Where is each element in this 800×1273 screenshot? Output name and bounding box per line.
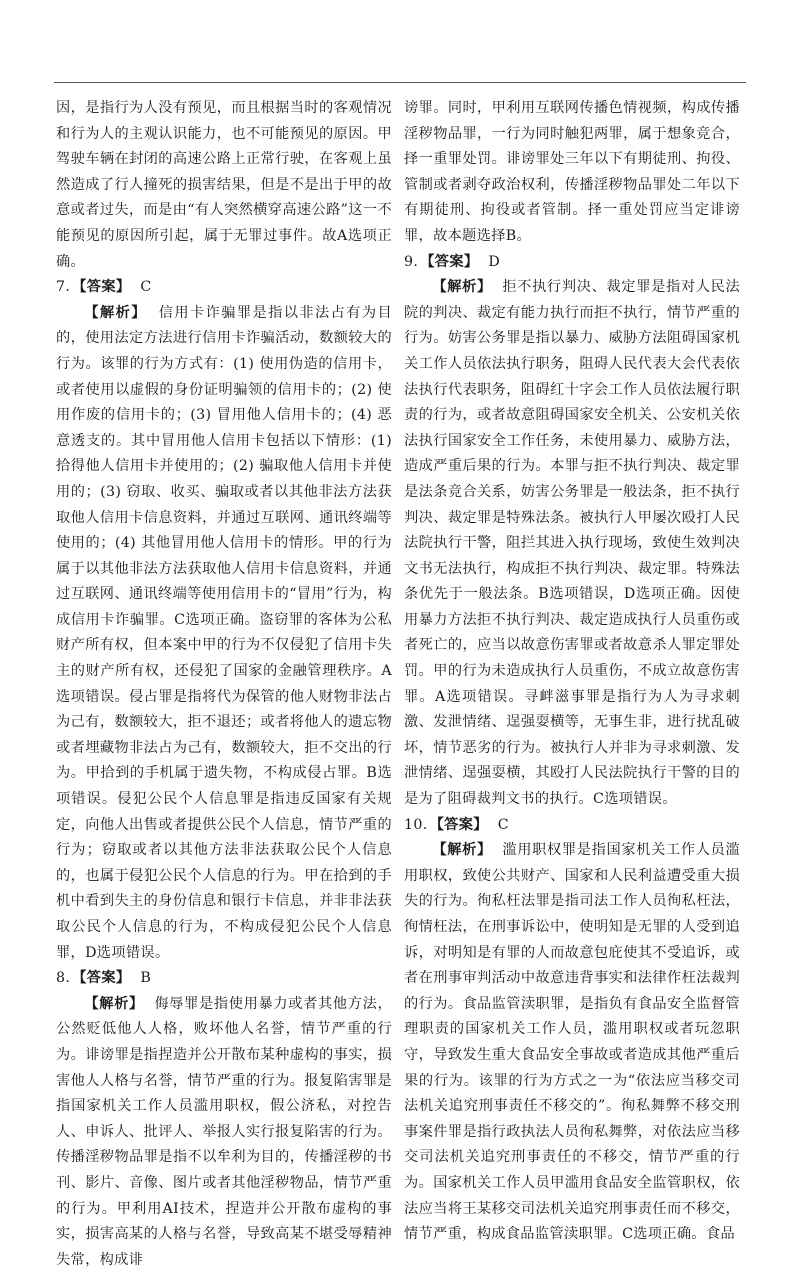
answer-label: 【答案】 bbox=[72, 279, 131, 296]
left-column bbox=[56, 96, 392, 1273]
answer-q9 bbox=[404, 250, 740, 276]
question-number: 10. bbox=[404, 816, 428, 833]
analysis-text: 侮辱罪是指使用暴力或者其他方法，公然贬低他人人格，败坏他人名誉，情节严重的行为。诽谤罪是指捏造并公开散布某种虚构的事实，损害他人人格与名誉，情节严重的行为。报复陷害罪是指国家机关工作人员滥用职权，假公济私，对控告人、申诉人、批评人、举报人实行报复陷害的行为。传播淫秽物品罪是指不以牟利为目的，传播淫秽的书刊、影片、音像、图片或者其他淫秽物品，情节严重的行为。甲利用AI技术，捏造并公开散布虚构的事实，损害高某的人格与名誉，导致高某不堪受辱精神失常，构成诽 bbox=[56, 995, 392, 1268]
answer-q10 bbox=[404, 813, 740, 839]
answer-label: 【答案】 bbox=[429, 816, 488, 833]
question-number: 8. bbox=[56, 970, 71, 987]
analysis-text: 信用卡诈骗罪是指以非法占有为目的，使用法定方法进行信用卡诈骗活动，数额较大的行为。该罪的行为方式有：(1) 使用伪造的信用卡，或者使用以虚假的身份证明骗领的信用卡的；(2) 使用作废的信用卡的；(3) 冒用他人信用卡的；(4) 恶意透支的。其中冒用他人信用卡包括以下情形：(1) 拾得他人信用卡并使用的；(2) 骗取他人信用卡并使用的；(3) 窃取、收买、骗取或者以其他非法方法获取他人信用卡信息资料，并通过互联网、通讯终端等使用的；(4) 其他冒用他人信用卡的情形。甲的行为属于以其他非法方法获取他人信用卡信息资料，并通过互联网、通讯终端等使用信用卡的“冒用”行为，构成信用卡诈骗罪。C选项正确。盗窃罪的客体为公私财产所有权，但本案中甲的行为不仅侵犯了信用卡失主的财产所有权，还侵犯了国家的金融管理秩序。A选项错误。侵占罪是指将代为保管的他人财物非法占为己有，数额较大，拒不退还；或者将他人的遗忘物或者埋藏物非法占为己有，数额较大，拒不交出的行为。甲拾到的手机属于遗失物，不构成侵占罪。B选项错误。侵犯公民个人信息罪是指违反国家有关规定，向他人出售或者提供公民个人信息，情节严重的行为；窃取或者以其他方法非法获取公民个人信息的，也属于侵犯公民个人信息的行为。甲在拾到的手机中看到失主的身份信息和银行卡信息，并非非法获取公民个人信息的行为，不构成侵犯公民个人信息罪，D选项错误。 bbox=[56, 304, 392, 961]
analysis-text: 拒不执行判决、裁定罪是指对人民法院的判决、裁定有能力执行而拒不执行，情节严重的行为。妨害公务罪是指以暴力、威胁方法阻碍国家机关工作人员依法执行职务，阻碍人民代表大会代表依法执行代表职务，阻碍红十字会工作人员依法履行职责的行为，或者故意阻碍国家安全机关、公安机关依法执行国家安全工作任务，未使用暴力、威胁方法，造成严重后果的行为。本罪与拒不执行判决、裁定罪是法条竞合关系，妨害公务罪是一般法条，拒不执行判决、裁定罪是特殊法条。被执行人甲屡次殴打人民法院执行干警，阻拦其进入执行现场，致使生效判决文书无法执行，构成拒不执行判决、裁定罪。特殊法条优先于一般法条。B选项错误，D选项正确。因使用暴力方法拒不执行判决、裁定造成执行人员重伤或者死亡的，应当以故意伤害罪或者故意杀人罪定罪处罚。甲的行为未造成执行人员重伤，不成立故意伤害罪。A选项错误。寻衅滋事罪是指行为人为寻求刺激、发泄情绪、逞强耍横等，无事生非，进行扰乱破坏，情节恶劣的行为。被执行人并非为寻求刺激、发泄情绪、逞强耍横，其殴打人民法院执行干警的目的是为了阻碍裁判文书的执行。C选项错误。 bbox=[404, 279, 740, 808]
question-number: 7. bbox=[56, 279, 71, 296]
answer-letter: C bbox=[497, 816, 509, 833]
question-number: 9. bbox=[404, 253, 419, 270]
right-column bbox=[404, 96, 740, 1248]
analysis-label: 【解析】 bbox=[84, 304, 147, 321]
header-rule bbox=[54, 82, 746, 83]
answer-label: 【答案】 bbox=[420, 253, 479, 270]
analysis-label: 【解析】 bbox=[432, 842, 492, 859]
continued-paragraph-q6: 因，是指行为人没有预见，而且根据当时的客观情况和行为人的主观认识能力，也不可能预见的原因。甲驾驶车辆在封闭的高速公路上正常行驶，在客观上虽然造成了行人撞死的损害结果，但是不是出于甲的故意或者过失，而是由“有人突然横穿高速公路”这一不能预见的原因所引起，属于无罪过事件。故A选项正确。 bbox=[56, 100, 392, 270]
analysis-q8 bbox=[56, 992, 392, 1273]
answer-letter: B bbox=[140, 970, 152, 987]
answer-letter: C bbox=[140, 279, 152, 296]
analysis-q9 bbox=[404, 275, 740, 812]
answer-q7 bbox=[56, 275, 392, 301]
analysis-label: 【解析】 bbox=[432, 279, 492, 296]
answer-label: 【答案】 bbox=[72, 970, 131, 987]
continued-paragraph-q8: 谤罪。同时，甲利用互联网传播色情视频，构成传播淫秽物品罪，一行为同时触犯两罪，属于想象竞合，择一重罪处罚。诽谤罪处三年以下有期徒刑、拘役、管制或者剥夺政治权利，传播淫秽物品罪处二年以下有期徒刑、拘役或者管制。择一重处罚应当定诽谤罪，故本题选择B。 bbox=[404, 100, 740, 244]
analysis-label: 【解析】 bbox=[84, 995, 144, 1012]
analysis-text: 滥用职权罪是指国家机关工作人员滥用职权，致使公共财产、国家和人民利益遭受重大损失的行为。徇私枉法罪是指司法工作人员徇私枉法，徇情枉法，在刑事诉讼中，使明知是无罪的人受到追诉，对明知是有罪的人而故意包庇使其不受追诉，或者在刑事审判活动中故意违背事实和法律作枉法裁判的行为。食品监管渎职罪，是指负有食品安全监督管理职责的国家机关工作人员，滥用职权或者玩忽职守，导致发生重大食品安全事故或者造成其他严重后果的行为。该罪的行为方式之一为“依法应当移交司法机关追究刑事责任不移交的”。徇私舞弊不移交刑事案件罪是指行政执法人员徇私舞弊，对依法应当移交司法机关追究刑事责任的不移交，情节严重的行为。国家机关工作人员甲滥用食品安全监管职权，依法应当将王某移交司法机关追究刑事责任而不移交，情节严重，构成食品监管渎职罪。C选项正确。食品 bbox=[404, 842, 740, 1243]
analysis-q7 bbox=[56, 301, 392, 966]
answer-q8 bbox=[56, 966, 392, 992]
answer-letter: D bbox=[488, 253, 501, 270]
analysis-q10 bbox=[404, 838, 740, 1248]
